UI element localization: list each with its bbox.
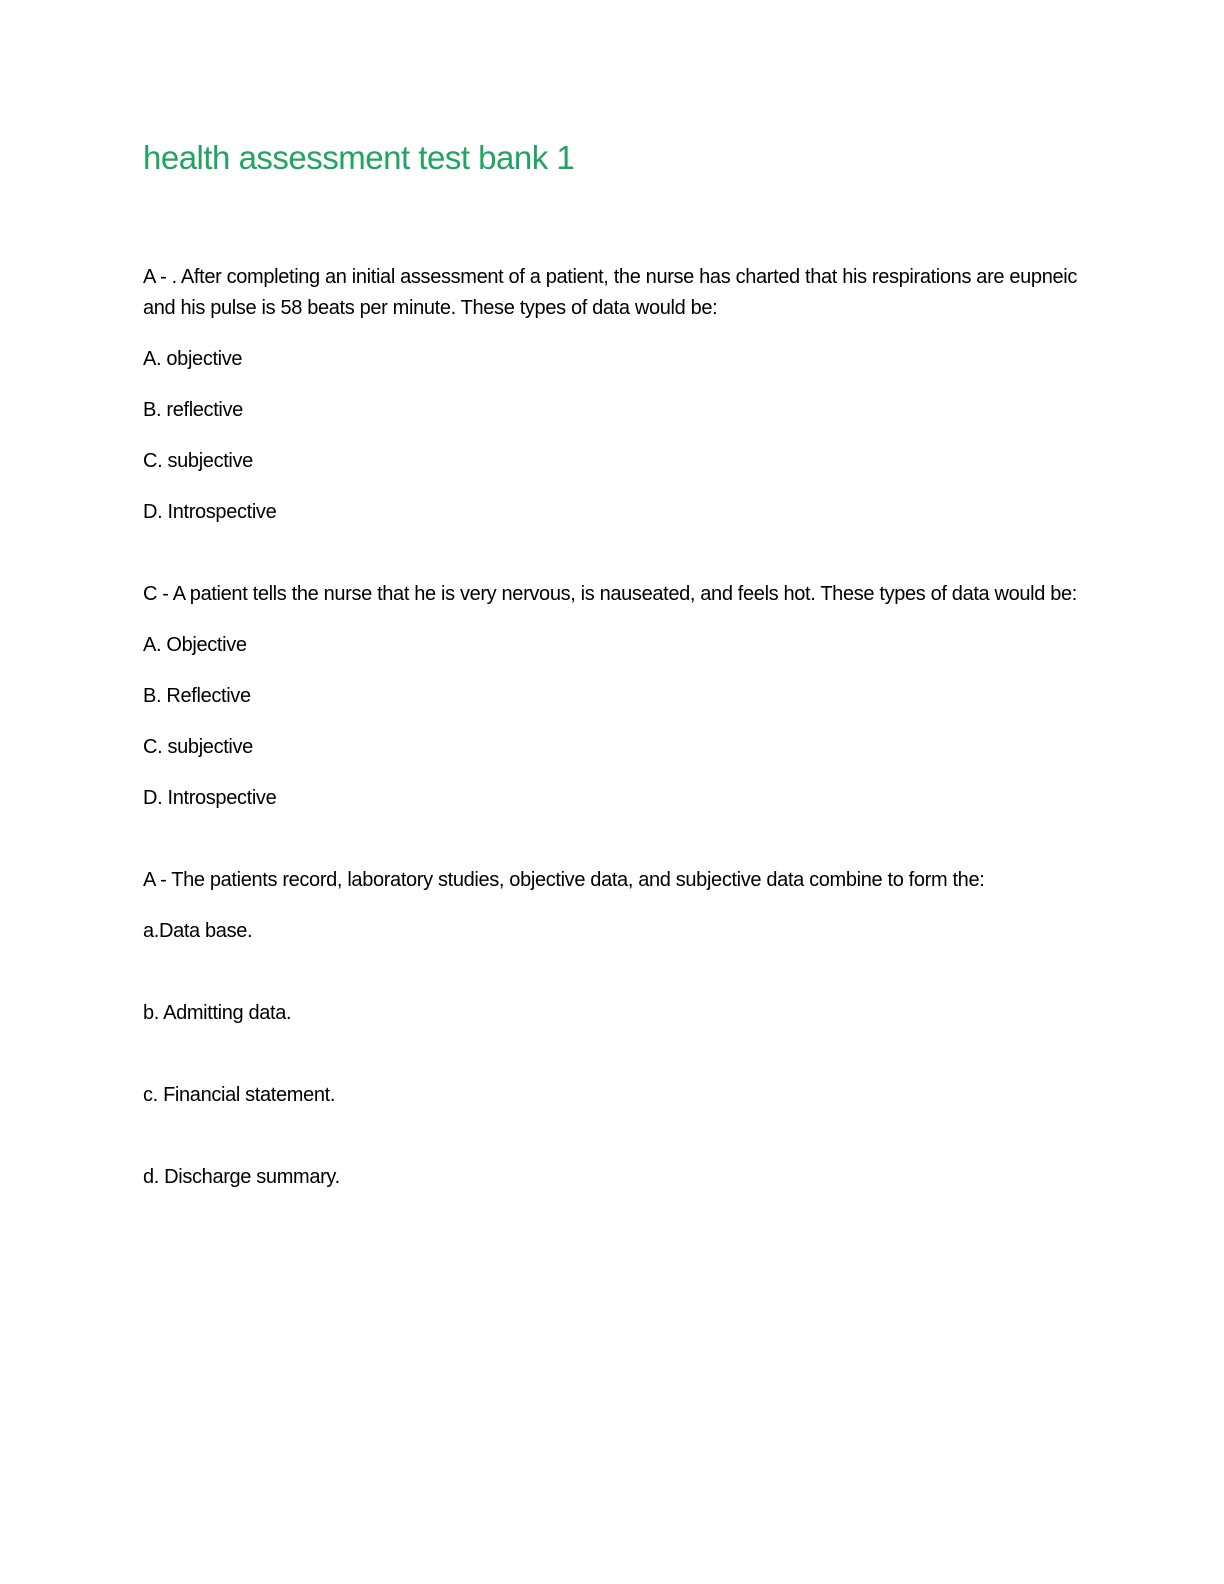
question-prompt: A - . After completing an initial assessment of a patient, the nurse has charted that his respirations are eupneic and his pulse is 58 beats per minute. These types of data would be: [143, 266, 1077, 319]
question-block-3 [143, 865, 1080, 1193]
answer-option: d. Discharge summary. [143, 1166, 340, 1188]
question-block-1 [143, 262, 1080, 528]
question-prompt: A - The patients record, laboratory studies, objective data, and subjective data combine to form the: [143, 869, 985, 891]
question-prompt: C - A patient tells the nurse that he is very nervous, is nauseated, and feels hot. These types of data would be: [143, 583, 1078, 605]
answer-option: B. reflective [143, 399, 243, 421]
answer-option: C. subjective [143, 450, 253, 472]
answer-option: D. Introspective [143, 501, 277, 523]
answer-option: B. Reflective [143, 685, 251, 707]
answer-option: c. Financial statement. [143, 1084, 336, 1106]
page-title: health assessment test bank 1 [143, 139, 575, 176]
answer-option: A. Objective [143, 634, 247, 656]
answer-option: C. subjective [143, 736, 253, 758]
question-block-2 [143, 579, 1080, 814]
answer-option: A. objective [143, 348, 243, 370]
answer-option: b. Admitting data. [143, 1002, 292, 1024]
answer-option: D. Introspective [143, 787, 277, 809]
answer-option: a.Data base. [143, 920, 253, 942]
